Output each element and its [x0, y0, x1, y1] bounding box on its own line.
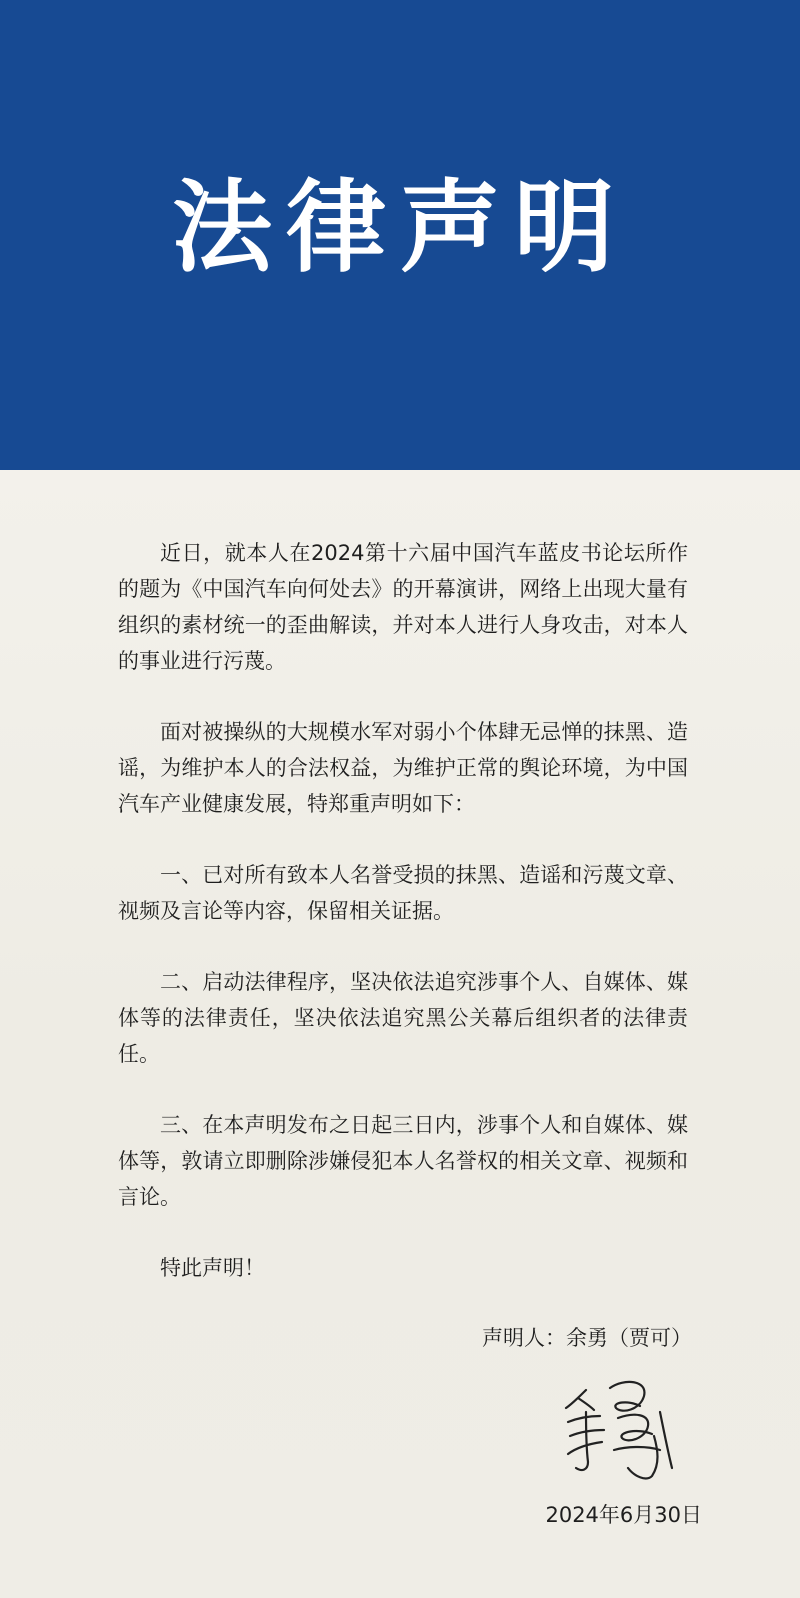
- header-banner: [0, 0, 800, 470]
- paragraph-item-2: 二、启动法律程序，坚决依法追究涉事个人、自媒体、媒体等的法律责任，坚决依法追究黑公关幕后组织者的法律责任。: [118, 970, 688, 1066]
- page-title: 法律声明: [172, 169, 628, 286]
- statement-date: 2024年6月30日: [545, 1503, 702, 1527]
- statement-body: [118, 535, 688, 1286]
- paragraph-item-1: 一、已对所有致本人名誉受损的抹黑、造谣和污蔑文章、视频及言论等内容，保留相关证据。: [118, 863, 688, 923]
- paragraph-item-3: 三、在本声明发布之日起三日内，涉事个人和自媒体、媒体等，敦请立即删除涉嫌侵犯本人名誉权的相关文章、视频和言论。: [118, 1113, 688, 1209]
- handwritten-signature-icon: [548, 1372, 688, 1482]
- closing-line: 特此声明！: [160, 1256, 265, 1280]
- paragraph-intro: 近日，就本人在2024第十六届中国汽车蓝皮书论坛所作的题为《中国汽车向何处去》的开幕演讲，网络上出现大量有组织的素材统一的歪曲解读，并对本人进行人身攻击，对本人的事业进行污蔑。: [118, 541, 688, 673]
- signer-line: 声明人：余勇（贾可）: [482, 1326, 692, 1350]
- paragraph-context: 面对被操纵的大规模水军对弱小个体肆无忌惮的抹黑、造谣，为维护本人的合法权益，为维护正常的舆论环境，为中国汽车产业健康发展，特郑重声明如下：: [118, 720, 688, 816]
